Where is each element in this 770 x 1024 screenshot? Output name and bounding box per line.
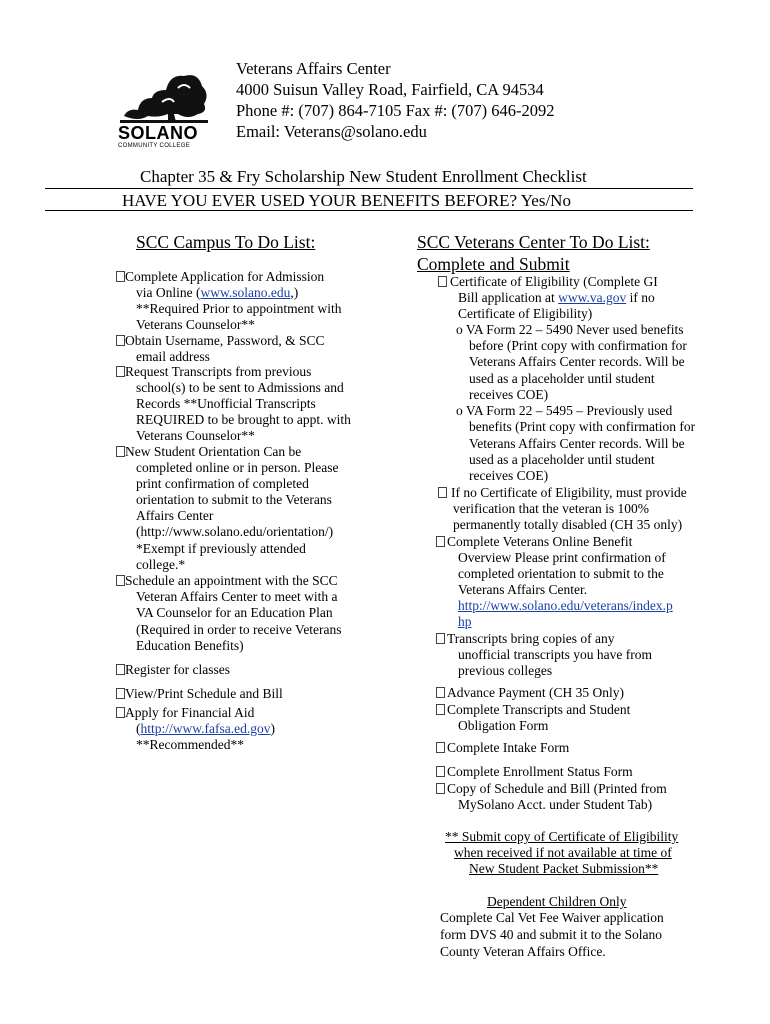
list-item: school(s) to be sent to Admissions and — [136, 380, 344, 395]
checkbox[interactable] — [116, 664, 125, 675]
dependent-text-line2: form DVS 40 and submit it to the Solano — [440, 927, 662, 942]
checkbox[interactable] — [116, 335, 125, 346]
list-item: verification that the veteran is 100% — [453, 501, 650, 516]
list-item: used as a placeholder until student — [469, 452, 655, 467]
list-item: Overview Please print confirmation of — [458, 550, 666, 565]
checkbox[interactable] — [436, 742, 445, 753]
checkbox[interactable] — [116, 707, 125, 718]
veterans-todo-heading: SCC Veterans Center To Do List: — [417, 232, 650, 252]
list-item: Complete Intake Form — [447, 740, 570, 755]
list-item: o VA Form 22 – 5495 – Previously used — [456, 403, 673, 418]
list-item: Affairs Center — [136, 508, 214, 523]
list-item: college.* — [136, 557, 186, 572]
list-item: Education Benefits) — [136, 638, 244, 653]
list-item: benefits (Print copy with confirmation for — [469, 419, 696, 434]
va-website-link[interactable]: www.va.gov — [558, 290, 627, 305]
list-item: completed orientation to submit to the — [458, 566, 664, 581]
question-rule — [45, 210, 693, 211]
list-item: View/Print Schedule and Bill — [125, 686, 283, 701]
list-item: Certificate of Eligibility (Complete GI — [450, 274, 658, 289]
list-item: Obtain Username, Password, & SCC — [125, 333, 325, 348]
complete-submit-heading: Complete and Submit — [417, 254, 570, 274]
coe-note-line1: ** Submit copy of Certificate of Eligibility — [445, 829, 679, 844]
checkbox[interactable] — [436, 687, 445, 698]
dependent-text-line3: County Veteran Affairs Office. — [440, 944, 606, 959]
center-email: Email: Veterans@solano.edu — [236, 122, 427, 141]
title-rule — [45, 188, 693, 189]
checkbox[interactable] — [436, 783, 445, 794]
list-item: *Exempt if previously attended — [136, 541, 306, 556]
benefits-question: HAVE YOU EVER USED YOUR BENEFITS BEFORE? Yes/No — [122, 191, 571, 210]
list-item: (Required in order to receive Veterans — [136, 622, 342, 637]
list-item: o VA Form 22 – 5490 Never used benefits — [456, 322, 684, 337]
list-item: via Online (www.solano.edu,) — [136, 285, 299, 300]
campus-todo-heading: SCC Campus To Do List: — [136, 232, 316, 252]
list-item: Copy of Schedule and Bill (Printed from — [447, 781, 667, 796]
page-title: Chapter 35 & Fry Scholarship New Student Enrollment Checklist — [140, 167, 587, 186]
list-item: previous colleges — [458, 663, 553, 678]
list-item: Certificate of Eligibility) — [458, 306, 593, 321]
list-item: used as a placeholder until student — [469, 371, 655, 386]
logo-tagline: COMMUNITY COLLEGE — [118, 143, 190, 149]
logo-wordmark: SOLANO — [118, 123, 199, 143]
list-item: Records **Unofficial Transcripts — [136, 396, 316, 411]
solano-logo — [118, 68, 210, 152]
list-item: Advance Payment (CH 35 Only) — [447, 685, 624, 700]
list-item: MySolano Acct. under Student Tab) — [458, 797, 653, 812]
list-item: New Student Orientation Can be — [125, 444, 302, 459]
list-item: receives COE) — [469, 387, 549, 402]
checkbox[interactable] — [436, 704, 445, 715]
checkbox[interactable] — [116, 575, 125, 586]
list-item: Veterans Affairs Center. — [458, 582, 588, 597]
list-item: Veterans Counselor** — [136, 428, 255, 443]
list-item: If no Certificate of Eligibility, must provide — [451, 485, 687, 500]
checkbox[interactable] — [436, 633, 445, 644]
list-item: permanently totally disabled (CH 35 only) — [453, 517, 683, 532]
checkbox[interactable] — [438, 276, 447, 287]
list-item: Complete Enrollment Status Form — [447, 764, 633, 779]
list-item: Obligation Form — [458, 718, 549, 733]
dependent-heading: Dependent Children Only — [487, 894, 627, 909]
list-item: Transcripts bring copies of any — [447, 631, 615, 646]
checkbox[interactable] — [116, 271, 125, 282]
list-item: Bill application at www.va.gov if no — [458, 290, 655, 305]
coe-note-line3: New Student Packet Submission** — [469, 861, 659, 876]
list-item: **Recommended** — [136, 737, 244, 752]
list-item: REQUIRED to be brought to appt. with — [136, 412, 351, 427]
list-item: Complete Veterans Online Benefit — [447, 534, 633, 549]
list-item: (http://www.fafsa.ed.gov) — [136, 721, 275, 736]
center-address: 4000 Suisun Valley Road, Fairfield, CA 94534 — [236, 80, 544, 99]
list-item: before (Print copy with confirmation for — [469, 338, 687, 353]
list-item: Request Transcripts from previous — [125, 364, 312, 379]
checkbox[interactable] — [116, 366, 125, 377]
checkbox[interactable] — [116, 446, 125, 457]
list-item: Veteran Affairs Center to meet with a — [136, 589, 338, 604]
list-item: completed online or in person. Please — [136, 460, 339, 475]
list-item: VA Counselor for an Education Plan — [136, 605, 333, 620]
list-item: (http://www.solano.edu/orientation/) — [136, 524, 334, 539]
center-name: Veterans Affairs Center — [236, 59, 391, 78]
oak-tree-icon — [118, 68, 210, 124]
checkbox[interactable] — [438, 487, 447, 498]
list-item: Veterans Affairs Center records. Will be — [469, 436, 685, 451]
list-item: print confirmation of completed — [136, 476, 309, 491]
list-item: Schedule an appointment with the SCC — [125, 573, 338, 588]
list-item: Veterans Affairs Center records. Will be — [469, 354, 685, 369]
checkbox[interactable] — [116, 688, 125, 699]
dependent-text-line1: Complete Cal Vet Fee Waiver application — [440, 910, 664, 925]
list-item: Complete Application for Admission — [125, 269, 325, 284]
checkbox[interactable] — [436, 536, 445, 547]
veterans-overview-link-cont[interactable]: hp — [458, 614, 472, 629]
list-item: receives COE) — [469, 468, 549, 483]
list-item: **Required Prior to appointment with — [136, 301, 342, 316]
list-item: Apply for Financial Aid — [125, 705, 255, 720]
list-item: unofficial transcripts you have from — [458, 647, 652, 662]
checkbox[interactable] — [436, 766, 445, 777]
list-item: Register for classes — [125, 662, 230, 677]
list-item: Complete Transcripts and Student — [447, 702, 631, 717]
coe-note-line2: when received if not available at time of — [454, 845, 672, 860]
center-phone: Phone #: (707) 864-7105 Fax #: (707) 646-2092 — [236, 101, 555, 120]
list-item: orientation to submit to the Veterans — [136, 492, 332, 507]
contact-header — [236, 58, 555, 142]
fafsa-link[interactable]: http://www.fafsa.ed.gov — [140, 721, 271, 736]
list-item: Veterans Counselor** — [136, 317, 255, 332]
solano-website-link[interactable]: www.solano.edu — [200, 285, 291, 300]
veterans-overview-link[interactable]: http://www.solano.edu/veterans/index.p — [458, 598, 673, 613]
list-item: email address — [136, 349, 210, 364]
